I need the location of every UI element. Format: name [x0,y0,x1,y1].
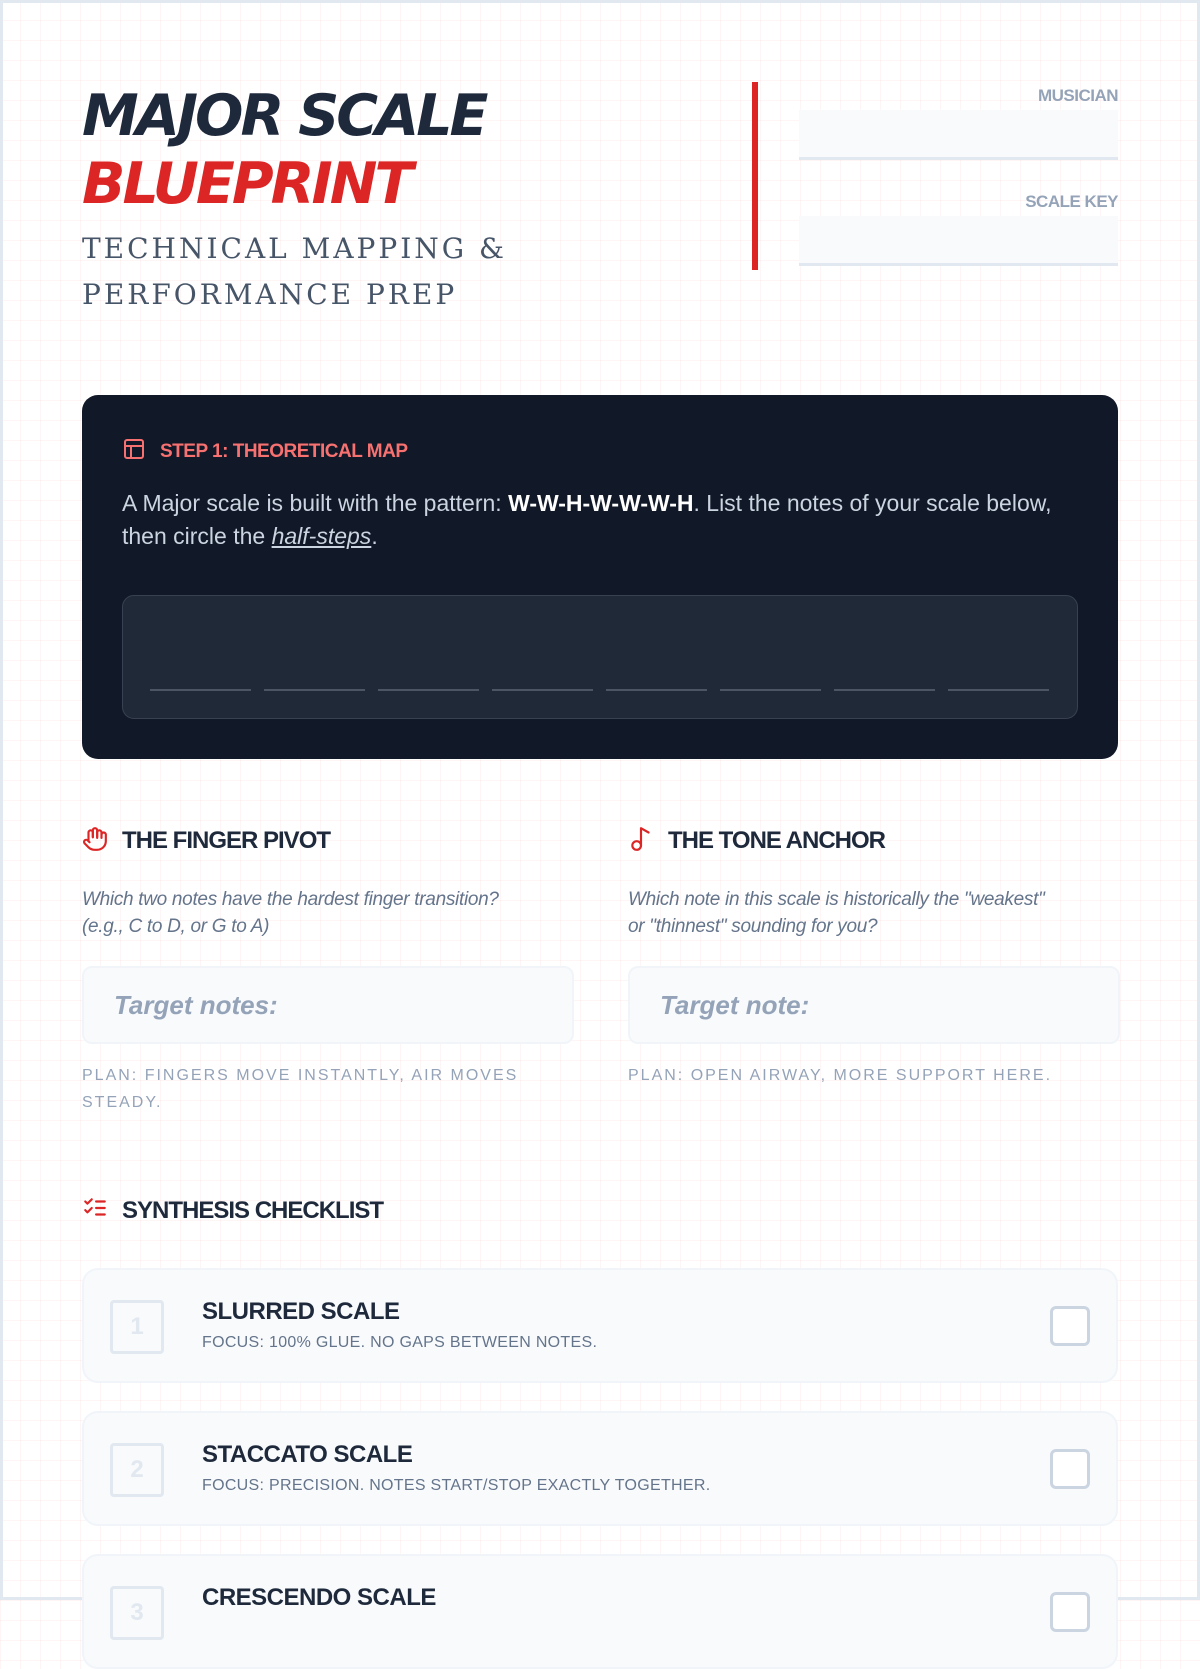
item-number: 3 [110,1586,164,1640]
note-slot-2[interactable] [264,689,365,691]
finger-pivot-plan-line-2: STEADY. [82,1094,163,1111]
finger-pivot-question-line-1: Which two notes have the hardest finger transition? [82,889,499,910]
page-title-line-1: MAJOR SCALE [82,83,486,149]
tone-anchor-question [628,886,1120,940]
page-subtitle [82,226,507,318]
finger-pivot-title: THE FINGER PIVOT [122,827,331,854]
music-note-icon [628,826,654,857]
finger-pivot-plan-line-1: PLAN: FINGERS MOVE INSTANTLY, AIR MOVES [82,1067,519,1084]
page-title-line-2: BLUEPRINT [82,151,411,217]
item-checkbox[interactable] [1050,1592,1090,1632]
tone-anchor-title: THE TONE ANCHOR [668,827,886,854]
finger-pivot-question-line-2: (e.g., C to D, or G to A) [82,916,270,937]
checklist-item [82,1554,1118,1669]
list-check-icon [82,1195,108,1226]
scale-pattern: W-W-H-W-W-W-H [508,490,694,516]
finger-pivot-question [82,886,574,940]
tone-anchor-question-line-1: Which note in this scale is historically the "weakest" [628,889,1045,910]
scale-key-field[interactable] [799,216,1118,266]
tone-anchor-heading [628,826,1120,856]
item-name: CRESCENDO SCALE [202,1584,436,1611]
tone-anchor-question-line-2: or "thinnest" sounding for you? [628,916,878,937]
target-notes-field[interactable]: Target notes: [82,966,574,1044]
subtitle-line-2: PERFORMANCE PREP [82,278,458,311]
half-steps-emphasis: half-steps [271,523,372,549]
musician-field[interactable] [799,110,1118,160]
header [82,0,1118,340]
tone-anchor-section [628,826,1120,1084]
instruction-text-start: A Major scale is built with the pattern: [122,490,509,516]
item-checkbox[interactable] [1050,1449,1090,1489]
checklist-item [82,1268,1118,1383]
theoretical-map-card [82,395,1118,759]
note-slot-1[interactable] [150,689,251,691]
scale-key-label: SCALE KEY [1025,192,1118,211]
finger-pivot-heading [82,826,574,856]
checklist-title: SYNTHESIS CHECKLIST [122,1196,384,1224]
item-number: 2 [110,1443,164,1497]
layout-icon [122,437,146,466]
hand-icon [82,826,108,857]
tone-anchor-plan [628,1062,1120,1089]
theoretical-map-title: STEP 1: THEORETICAL MAP [160,440,408,462]
note-slot-7[interactable] [834,689,935,691]
scale-notes-box [122,595,1078,719]
theoretical-map-instructions [122,487,1082,553]
subtitle-line-1: TECHNICAL MAPPING & [82,232,507,265]
item-checkbox[interactable] [1050,1306,1090,1346]
instruction-text-middle: . List the notes of your scale below, then circle the [122,490,1052,549]
item-name: STACCATO SCALE [202,1441,413,1468]
checklist-item [82,1411,1118,1526]
musician-label: MUSICIAN [1037,86,1118,105]
finger-pivot-plan [82,1062,574,1116]
note-slot-3[interactable] [378,689,479,691]
item-name: SLURRED SCALE [202,1298,400,1325]
note-slot-8[interactable] [948,689,1049,691]
header-divider [752,82,758,270]
instruction-text-end: . [371,523,378,549]
item-number: 1 [110,1300,164,1354]
theoretical-map-heading [122,437,408,466]
note-slot-6[interactable] [720,689,821,691]
note-slot-5[interactable] [606,689,707,691]
item-focus: FOCUS: PRECISION. NOTES START/STOP EXACTLY TOGETHER. [202,1477,711,1494]
target-note-field[interactable]: Target note: [628,966,1120,1044]
tone-anchor-plan-line-1: PLAN: OPEN AIRWAY, MORE SUPPORT HERE. [628,1067,1053,1084]
finger-pivot-section [82,826,574,1111]
checklist-heading [82,1195,383,1226]
worksheet [82,0,1118,1626]
item-focus: FOCUS: 100% GLUE. NO GAPS BETWEEN NOTES. [202,1334,598,1351]
note-slot-4[interactable] [492,689,593,691]
